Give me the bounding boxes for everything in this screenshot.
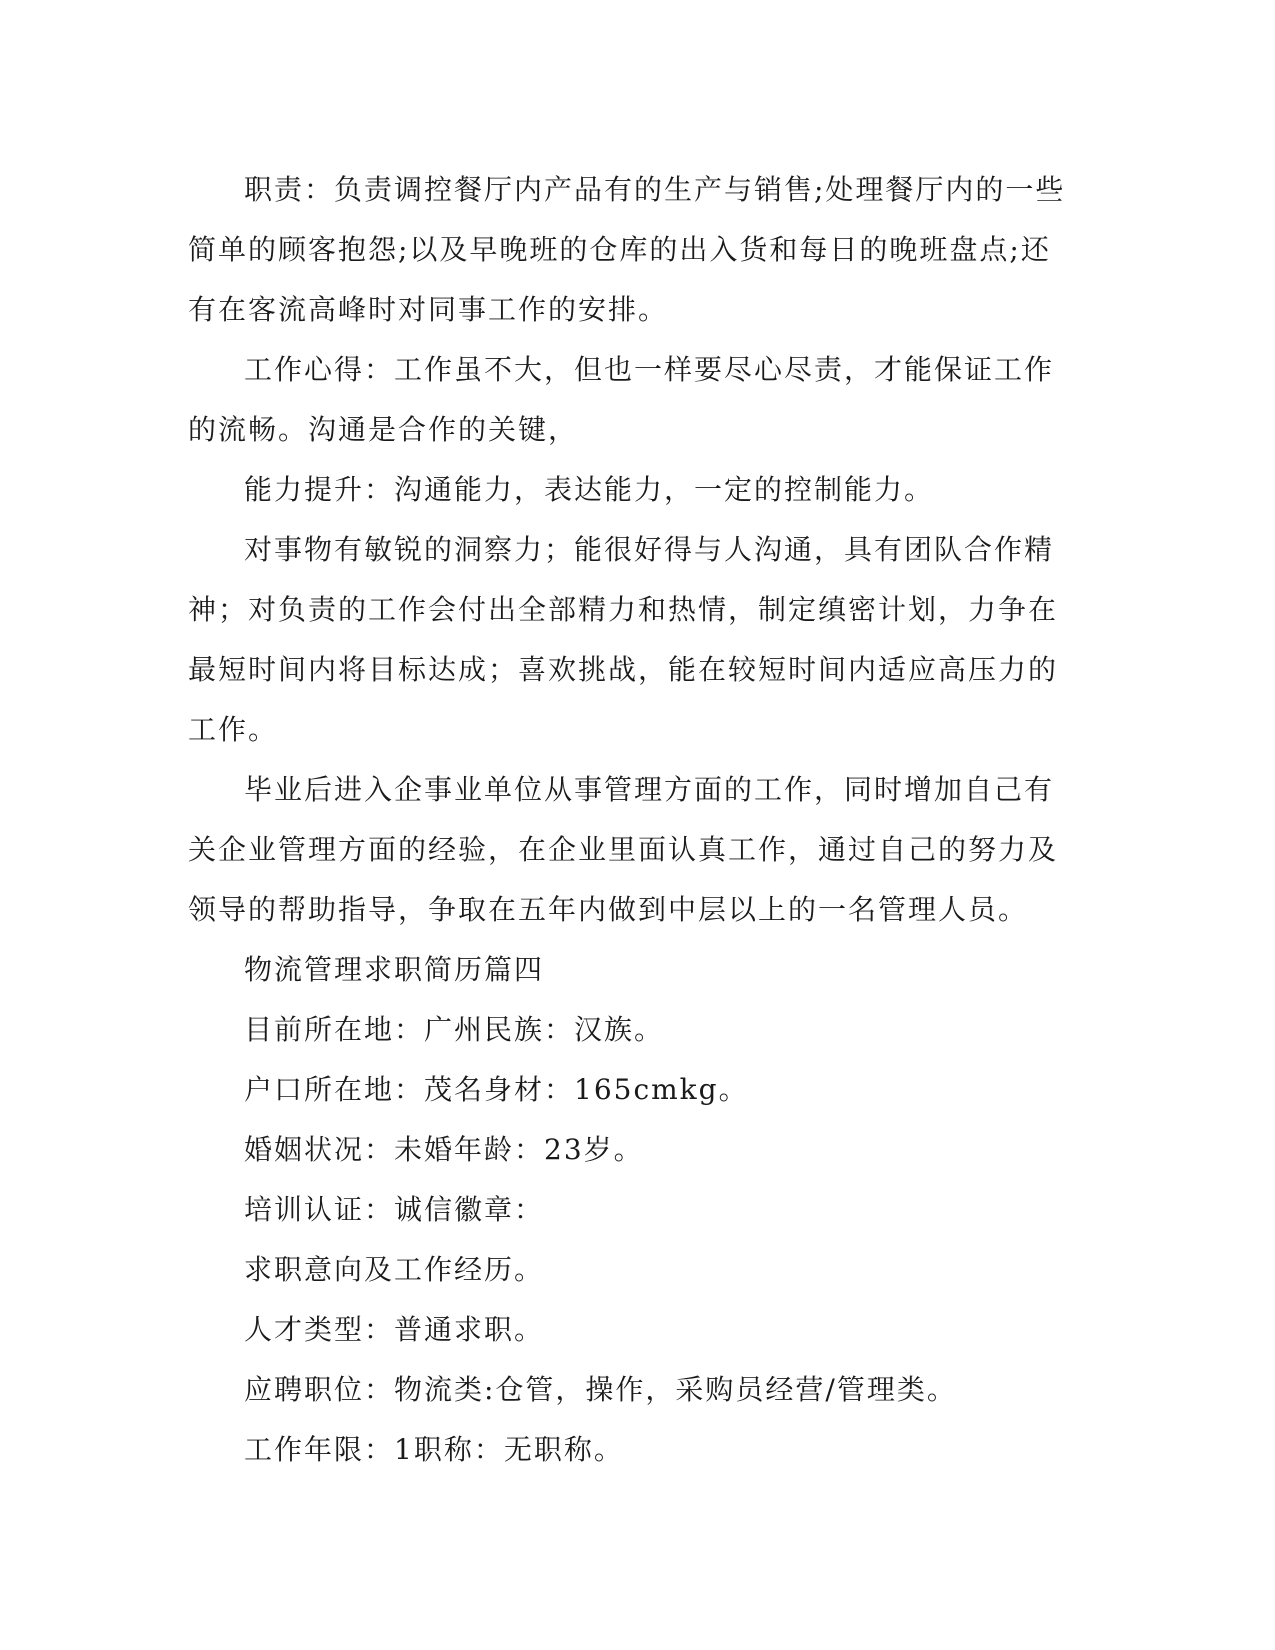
field-work-years: 工作年限：1职称：无职称。 <box>244 1433 624 1466</box>
field-position-applied: 应聘职位：物流类:仓管，操作，采购员经营/管理类。 <box>244 1373 957 1406</box>
field-household-registration: 户口所在地：茂名身材：165cmkg。 <box>244 1073 749 1106</box>
field-job-intention: 求职意向及工作经历。 <box>244 1253 545 1286</box>
paragraph-self-evaluation: 对事物有敏锐的洞察力；能很好得与人沟通，具有团队合作精神；对负责的工作会付出全部精力和热情，制定缜密计划，力争在最短时间内将目标达成；喜欢挑战，能在较短时间内适应高压力的工作。 <box>188 533 1059 746</box>
paragraph-career-goal: 毕业后进入企事业单位从事管理方面的工作，同时增加自己有关企业管理方面的经验，在企业里面认真工作，通过自己的努力及领导的帮助指导，争取在五年内做到中层以上的一名管理人员。 <box>188 773 1059 926</box>
field-talent-type: 人才类型：普通求职。 <box>244 1313 545 1346</box>
paragraph-duties: 职责：负责调控餐厅内产品有的生产与销售;处理餐厅内的一些简单的顾客抱怨;以及早晚班的仓库的出入货和每日的晚班盘点;还有在客流高峰时对同事工作的安排。 <box>188 173 1066 326</box>
document-body <box>188 160 1068 1480</box>
field-current-location: 目前所在地：广州民族：汉族。 <box>244 1013 665 1046</box>
paragraph-work-experience: 工作心得：工作虽不大，但也一样要尽心尽责，才能保证工作的流畅。沟通是合作的关键， <box>188 353 1055 446</box>
field-certification: 培训认证：诚信徽章： <box>244 1193 545 1226</box>
paragraph-skill-improvement: 能力提升：沟通能力，表达能力，一定的控制能力。 <box>244 473 935 506</box>
field-marital-status: 婚姻状况：未婚年龄：23岁。 <box>244 1133 644 1166</box>
section-heading: 物流管理求职简历篇四 <box>244 953 545 986</box>
